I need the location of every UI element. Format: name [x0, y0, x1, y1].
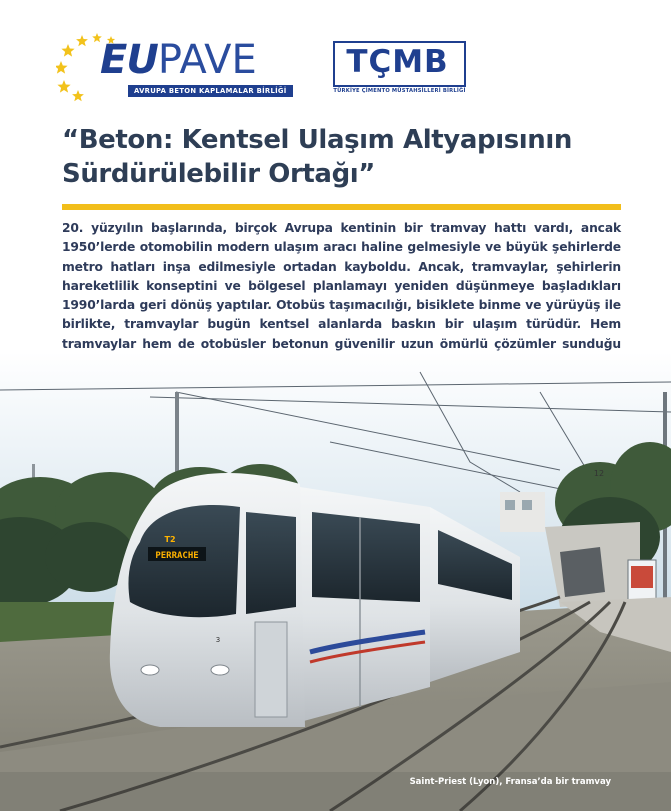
photo-caption: Saint-Priest (Lyon), Fransa’da bir tramvay	[409, 777, 611, 787]
title-divider	[62, 204, 621, 210]
tram-car-number: 3	[215, 636, 221, 644]
title-line-2: Sürdürülebilir Ortağı”	[62, 159, 375, 189]
title-line-1: “Beton: Kentsel Ulaşım Altyapısının	[62, 125, 573, 155]
article-body: 20. yüzyılın başlarında, birçok Avrupa kentinin bir tramvay hattı vardı, ancak 1950’lerde otomobilin modern ulaşım aracı haline gelmesiyle ve büyük şehirlerde metro hatları inşa edilmesiyle ortadan kayboldu. Ancak, tramvaylar, şehirlerin hareketlilik konseptini ve bölgesel planlamayı yeniden düşünmeye başladıkları 1990’larda geri dönüş yaptılar. Otobüs taşımacılığı, bisiklete binme ve yürüyüş ile birlikte, tramvaylar bugün kentsel alanlarda baskın bir ulaşım türüdür. Hem tramvaylar hem de otobüsler betonun güvenilir uzun ömürlü çözümler sunduğu	[62, 221, 621, 351]
tram-line-number: T2	[164, 535, 176, 544]
tram-photo-illustration	[0, 352, 671, 811]
tcmb-wordmark: TÇMB	[346, 44, 449, 80]
overhead-sign-number: 12	[593, 469, 605, 478]
eupave-logo	[56, 30, 287, 104]
tram-destination-display: PERRACHE	[155, 551, 199, 561]
article-title	[62, 123, 622, 191]
eupave-wordmark	[100, 37, 257, 83]
tcmb-logo	[333, 41, 466, 99]
eupave-pave: PAVE	[157, 37, 257, 83]
eupave-tagline: AVRUPA BETON KAPLAMALAR BİRLİĞİ	[128, 85, 293, 97]
tcmb-tagline: TÜRKİYE ÇİMENTO MÜSTAHSİLLERİ BİRLİĞİ	[333, 88, 466, 94]
eupave-eu: EU	[100, 37, 158, 83]
tram-photo	[0, 352, 671, 811]
